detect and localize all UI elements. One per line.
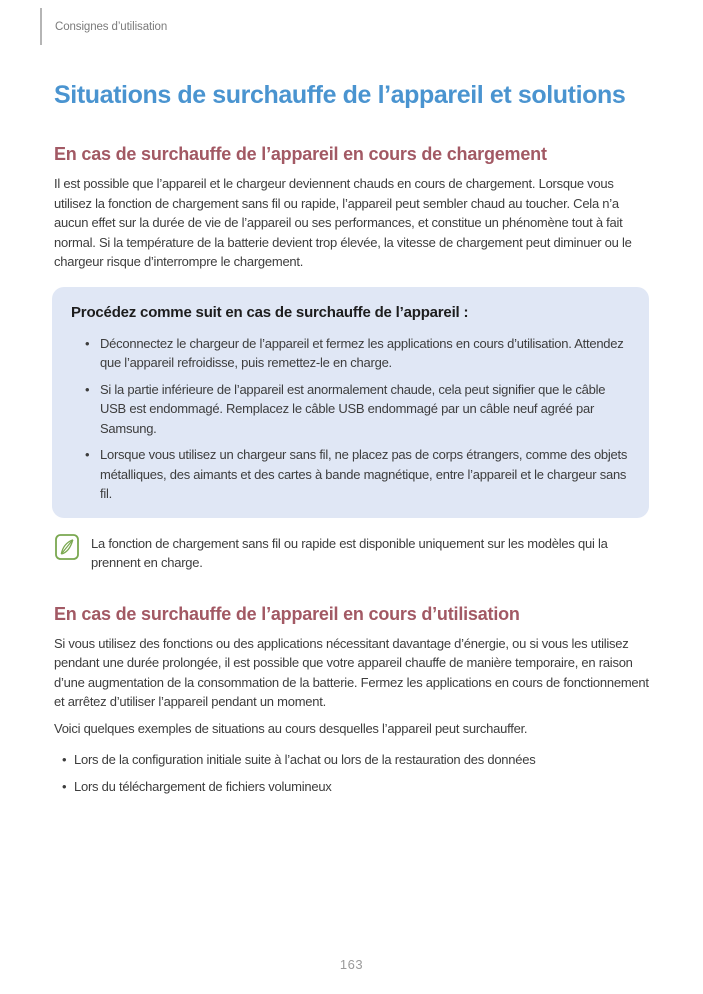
callout-list-item: • Déconnectez le chargeur de l’appareil et fermez les applications en cours d’utilisation. Attendez que l’appareil refroidisse, puis remettez-le en charge. [71, 334, 629, 373]
note-quill-icon [55, 534, 79, 560]
callout-bullet-list [71, 334, 629, 504]
paragraph-charging: Il est possible que l’appareil et le chargeur deviennent chauds en cours de chargement. Lorsque vous utilisez la fonction de chargement sans fil ou rapide, l’appareil peut sembler chaud au toucher. Cela n’a aucun effet sur la durée de vie de l’appareil ou ses performances, et constitue un phénomène tout à fait normal. Si la température de la batterie devient trop élevée, la vitesse de chargement peut diminuer ou le chargeur risque d’interrompre le chargement. [54, 176, 632, 269]
callout-list-item: • Lorsque vous utilisez un chargeur sans fil, ne placez pas de corps étrangers, comme des objets métalliques, des aimants et des cartes à bande magnétique, entre l’appareil et le chargeur sans fil. [71, 445, 629, 504]
section-heading-charging: En cas de surchauffe de l’appareil en cours de chargement [54, 144, 547, 164]
breadcrumb: Consignes d’utilisation [55, 20, 168, 33]
header-rule [40, 8, 42, 45]
examples-list [54, 750, 649, 796]
section-heading-usage: En cas de surchauffe de l’appareil en cours d’utilisation [54, 603, 520, 624]
callout-heading: Procédez comme suit en cas de surchauffe de l’appareil : [71, 303, 469, 321]
note [54, 534, 649, 573]
paragraph-examples-intro: Voici quelques exemples de situations au cours desquelles l’appareil peut surchauffer. [54, 720, 528, 736]
callout-box [52, 287, 649, 518]
paragraph-usage: Si vous utilisez des fonctions ou des applications nécessitant davantage d’énergie, ou si vous les utilisez pendant une durée prolongée, il est possible que votre appareil chauffe de manière temporaire, en raison d’une augmentation de la consommation de la batterie. Fermez les applications en cours de fonctionnement et arrêtez d’utiliser l’appareil pendant un moment. [54, 635, 649, 709]
list-item: • Lors du téléchargement de fichiers volumineux [54, 777, 649, 797]
note-text: La fonction de chargement sans fil ou rapide est disponible uniquement sur les modèles qui la prennent en charge. [91, 535, 608, 570]
callout-list-item: • Si la partie inférieure de l’appareil est anormalement chaude, cela peut signifier que le câble USB est endommagé. Remplacez le câble USB endommagé par un câble neuf agréé par Samsung. [71, 380, 629, 439]
running-header [40, 8, 167, 45]
list-item: • Lors de la configuration initiale suite à l’achat ou lors de la restauration des données [54, 750, 649, 770]
page-title: Situations de surchauffe de l’appareil et solutions [54, 81, 626, 109]
page-number: 163 [339, 957, 364, 972]
